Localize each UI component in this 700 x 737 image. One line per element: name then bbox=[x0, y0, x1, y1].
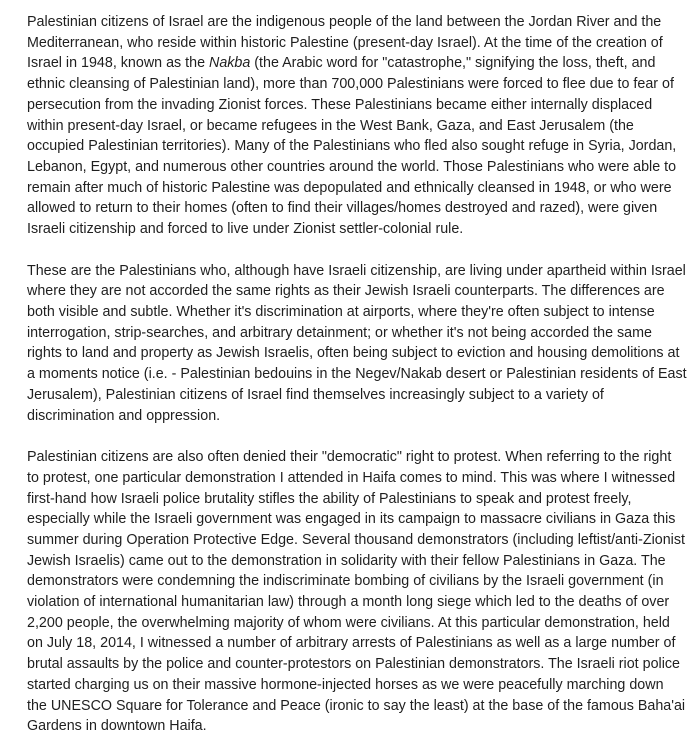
paragraph-protest: Palestinian citizens are also often denied their "democratic" right to protest. When referring to the right to protest, one particular demonstration I attended in Haifa comes to mind. This was where I witnessed first-hand how Israeli police brutality stifles the ability of Palestinians to speak and protest freely, especially while the Israeli government was engaged in its campaign to massacre civilians in Gaza this summer during Operation Protective Edge. Several thousand demonstrators (including leftist/anti-Zionist Jewish Israelis) came out to the demonstration in solidarity with their fellow Palestinians in Gaza. The demonstrators were condemning the indiscriminate bombing of civilians by the Israeli government (in violation of international humanitarian law) through a month long siege which led to the deaths of over 2,200 people, the overwhelming majority of whom were civilians. At this particular demonstration, held on July 18, 2014, I witnessed a number of arbitrary arrests of Palestinians as well as a large number of brutal assaults by the police and counter-protestors on Palestinian demonstrators. The Israeli riot police started charging us on their massive hormone-injected horses as we were peacefully marching down the UNESCO Square for Tolerance and Peace (ironic to say the least) at the base of the famous Baha'ai Gardens in downtown Haifa. bbox=[27, 449, 686, 735]
paragraph-text: (the Arabic word for "catastrophe," signifying the loss, theft, and ethnic cleansing of Palestinian land), more than 700,000 Palestinians were forced to flee due to fear of persecution from the invading Zionist forces. These Palestinians became either internally displaced within present-day Israel, or became refugees in the West Bank, Gaza, and East Jerusalem (the occupied Palestinian territories). Many of the Palestinians who fled also sought refuge in Syria, Jordan, Lebanon, Egypt, and numerous other countries around the world. Those Palestinians who were able to remain after much of historic Palestine was depopulated and ethnically cleansed in 1948, or who were allowed to return to their homes (often to find their villages/homes destroyed and razed), were given Israeli citizenship and forced to live under Zionist settler-colonial rule. bbox=[27, 55, 677, 238]
paragraph-nakba bbox=[27, 12, 687, 240]
paragraph-text: Palestinian citizens of Israel are the indigenous people of the land between the Jordan River and the Mediterranean, who reside within historic Palestine (present-day Israel). At the time of the creation of Israel in 1948, known as the bbox=[27, 14, 663, 72]
article-body bbox=[27, 12, 687, 737]
paragraph-apartheid: These are the Palestinians who, although have Israeli citizenship, are living under apartheid within Israel where they are not accorded the same rights as their Jewish Israeli counterparts. The differences are both visible and subtle. Whether it's discrimination at airports, where they're often subject to intense interrogation, strip-searches, and arbitrary detainment; or whether it's not being accorded the same rights to land and property as Jewish Israelis, often being subject to eviction and housing demolitions at a moments notice (i.e. - Palestinian bedouins in the Negev/Nakab desert or Palestinian residents of East Jerusalem), Palestinian citizens of Israel find themselves increasingly subject to a variety of discrimination and oppression. bbox=[27, 262, 687, 424]
nakba-term: Nakba bbox=[209, 55, 251, 72]
